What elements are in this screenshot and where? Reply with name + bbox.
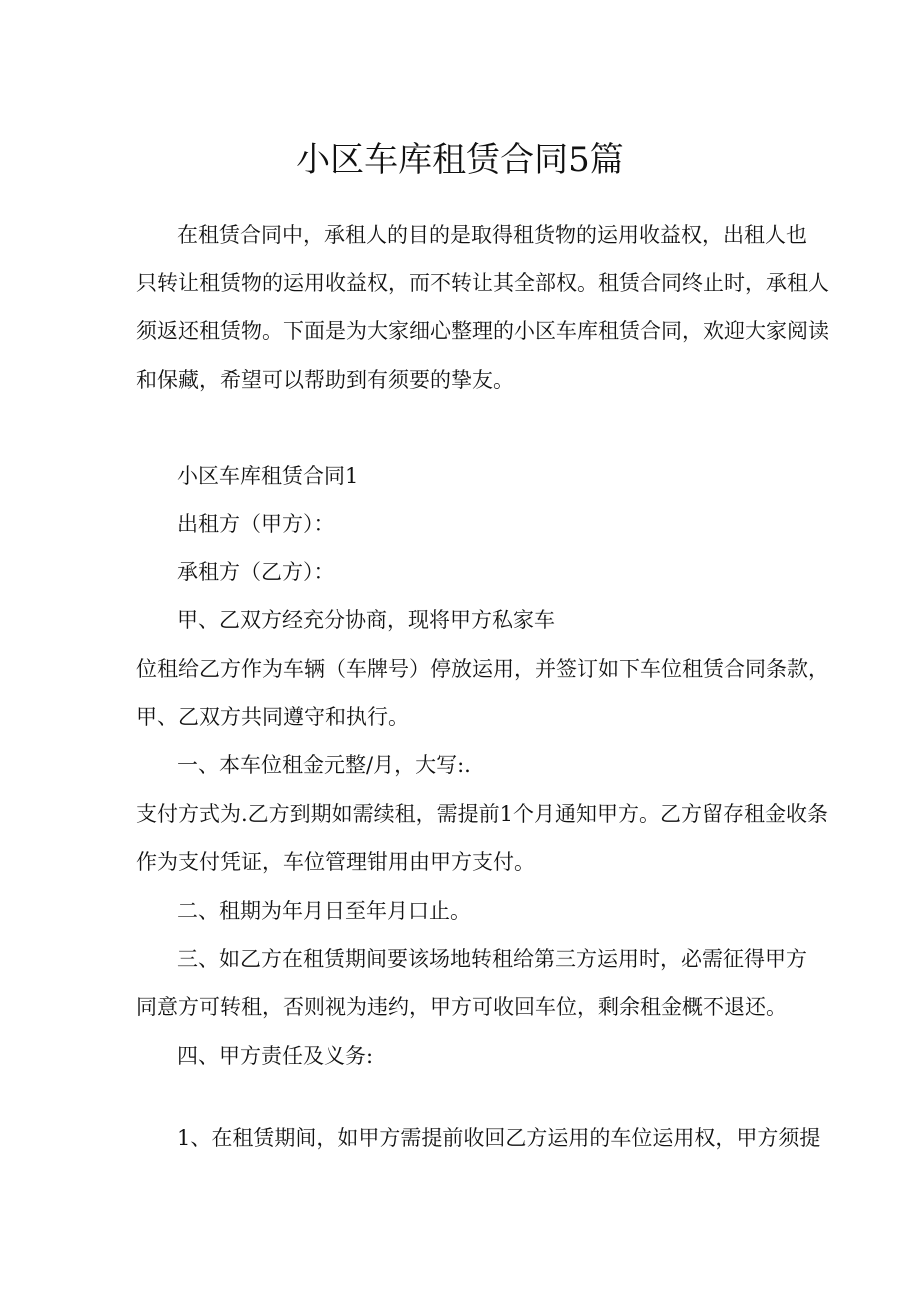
clause4-heading: 四、甲方责任及义务: <box>177 1044 374 1068</box>
intro-line-2: 只转让租赁物的运用收益权，而不转让其全部权。租赁合同终止时，承租人 <box>136 271 829 295</box>
preamble-line-2: 位租给乙方作为车辆（车牌号）停放运用，并签订如下车位租赁合同条款， <box>136 657 829 681</box>
preamble-line-1: 甲、乙双方经充分协商，现将甲方私家车 <box>177 608 555 632</box>
intro-line-1: 在租赁合同中，承租人的目的是取得租货物的运用收益权，出租人也 <box>177 223 807 247</box>
preamble-line-3: 甲、乙双方共同遵守和执行。 <box>136 705 409 729</box>
intro-line-3: 须返还租赁物。下面是为大家细心整理的小区车库租赁合同，欢迎大家阅读 <box>136 319 829 343</box>
clause2-line: 二、租期为年月日至年月口止。 <box>177 899 471 923</box>
document-title: 小区车库租赁合同5篇 <box>296 140 624 180</box>
clause1-line-2: 支付方式为.乙方到期如需续租，需提前1个月通知甲方。乙方留存租金收条 <box>136 802 829 826</box>
lessee-line: 承租方（乙方）： <box>177 560 335 584</box>
clause3-line-1: 三、如乙方在租赁期间要该场地转租给第三方运用时，必需征得甲方 <box>177 947 807 971</box>
clause3-line-2: 同意方可转租，否则视为违约，甲方可收回车位，剩余租金概不退还。 <box>136 995 787 1019</box>
clause1-line-3: 作为支付凭证，车位管理钳用由甲方支付。 <box>136 850 535 874</box>
clause4-item1-line: 1、在租赁期间，如甲方需提前收回乙方运用的车位运用权，甲方须提 <box>177 1126 821 1150</box>
contract-heading: 小区车库租赁合同1 <box>177 464 359 488</box>
clause1-line-1: 一、本车位租金元整/月，大写:. <box>177 753 471 777</box>
lessor-line: 出租方（甲方）： <box>177 512 335 536</box>
intro-line-4: 和保藏，希望可以帮助到有须要的挚友。 <box>136 368 514 392</box>
